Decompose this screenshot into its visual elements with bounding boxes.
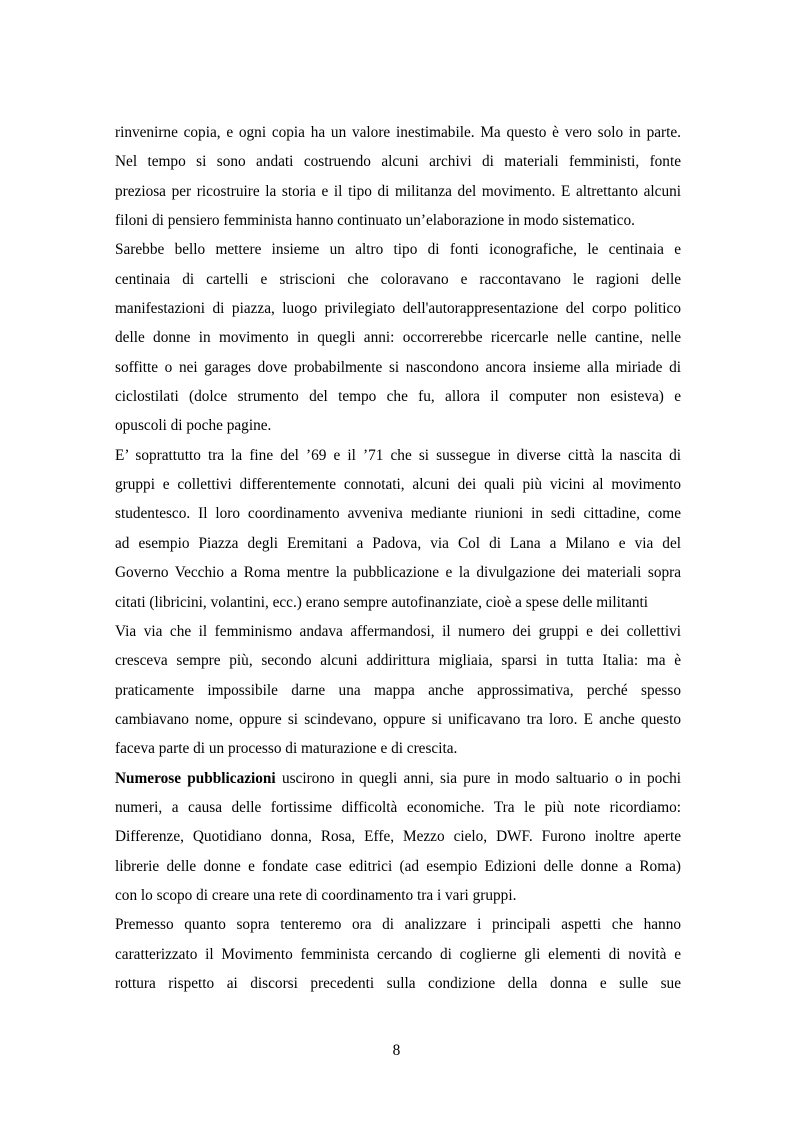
text-line: faceva parte di un processo di maturazione e di crescita. [115, 740, 458, 758]
text-line: centinaia di cartelli e striscioni che coloravano e raccontavano le ragioni delle [115, 270, 681, 288]
text-line-rest: uscirono in quegli anni, sia pure in modo saltuario o in pochi [275, 769, 681, 787]
text-line: Nel tempo si sono andati costruendo alcuni archivi di materiali femministi, fonte [115, 153, 681, 171]
text-line: con lo scopo di creare una rete di coordinamento tra i vari gruppi. [115, 886, 517, 904]
text-line: E’ soprattutto tra la fine del ’69 e il ’71 che si sussegue in diverse città la nascita di [115, 446, 681, 464]
paragraph-4 [115, 617, 681, 764]
paragraph-2 [115, 235, 681, 440]
text-line: rinvenirne copia, e ogni copia ha un valore inestimabile. Ma questo è vero solo in parte. [115, 124, 681, 141]
text-line: librerie delle donne e fondate case editrici (ad esempio Edizioni delle donne a Roma) [115, 857, 681, 875]
text-line [115, 764, 681, 793]
text-line: gruppi e collettivi differentemente connotati, alcuni dei quali più vicini al movimento [115, 476, 681, 494]
text-line: citati (libricini, volantini, ecc.) erano sempre autofinanziate, cioè a spese delle militanti [115, 593, 649, 611]
text-line: soffitte o nei garages dove probabilmente si nascondono ancora insieme alla miriade di [115, 358, 681, 376]
text-line: cambiavano nome, oppure si scindevano, oppure si unificavano tra loro. E anche questo [115, 710, 681, 728]
text-line: preziosa per ricostruire la storia e il tipo di militanza del movimento. E altrettanto alcuni [115, 182, 681, 200]
text-line: Sarebbe bello mettere insieme un altro tipo di fonti iconografiche, le centinaia e [115, 241, 681, 259]
page-body [115, 118, 681, 998]
text-line: rottura rispetto ai discorsi precedenti sulla condizione della donna e sulle sue [115, 974, 681, 992]
paragraph-6 [115, 910, 681, 998]
bold-lead-text: Numerose pubblicazioni [115, 769, 276, 787]
text-line: caratterizzato il Movimento femminista cercando di coglierne gli elementi di novità e [115, 945, 681, 963]
paragraph-1 [115, 118, 681, 235]
text-line: ad esempio Piazza degli Eremitani a Padova, via Col di Lana a Milano e via del [115, 534, 681, 552]
text-line: manifestazioni di piazza, luogo privilegiato dell'autorappresentazione del corpo politico [115, 300, 681, 318]
text-line: Differenze, Quotidiano donna, Rosa, Effe, Mezzo cielo, DWF. Furono inoltre aperte [115, 828, 681, 846]
text-line: praticamente impossibile darne una mappa anche approssimativa, perché spesso [115, 681, 681, 699]
text-line: filoni di pensiero femminista hanno continuato un’elaborazione in modo sistematico. [115, 212, 635, 230]
text-line: opuscoli di poche pagine. [115, 417, 272, 435]
text-line: studentesco. Il loro coordinamento avveniva mediante riunioni in sedi cittadine, come [115, 505, 681, 523]
text-line: cresceva sempre più, secondo alcuni addirittura migliaia, sparsi in tutta Italia: ma è [115, 652, 681, 670]
text-line: Via via che il femminismo andava affermandosi, il numero dei gruppi e dei collettivi [115, 622, 681, 640]
paragraph-5 [115, 764, 681, 911]
text-line: Premesso quanto sopra tenteremo ora di analizzare i principali aspetti che hanno [115, 916, 681, 934]
text-line: Governo Vecchio a Roma mentre la pubblicazione e la divulgazione dei materiali sopra [115, 564, 681, 582]
text-line: ciclostilati (dolce strumento del tempo che fu, allora il computer non esisteva) e [115, 388, 681, 406]
text-line: numeri, a causa delle fortissime difficoltà economiche. Tra le più note ricordiamo: [115, 798, 681, 816]
page-number: 8 [392, 1042, 401, 1059]
text-line: delle donne in movimento in quegli anni: occorrerebbe ricercarle nelle cantine, nelle [115, 329, 681, 347]
paragraph-3 [115, 441, 681, 617]
